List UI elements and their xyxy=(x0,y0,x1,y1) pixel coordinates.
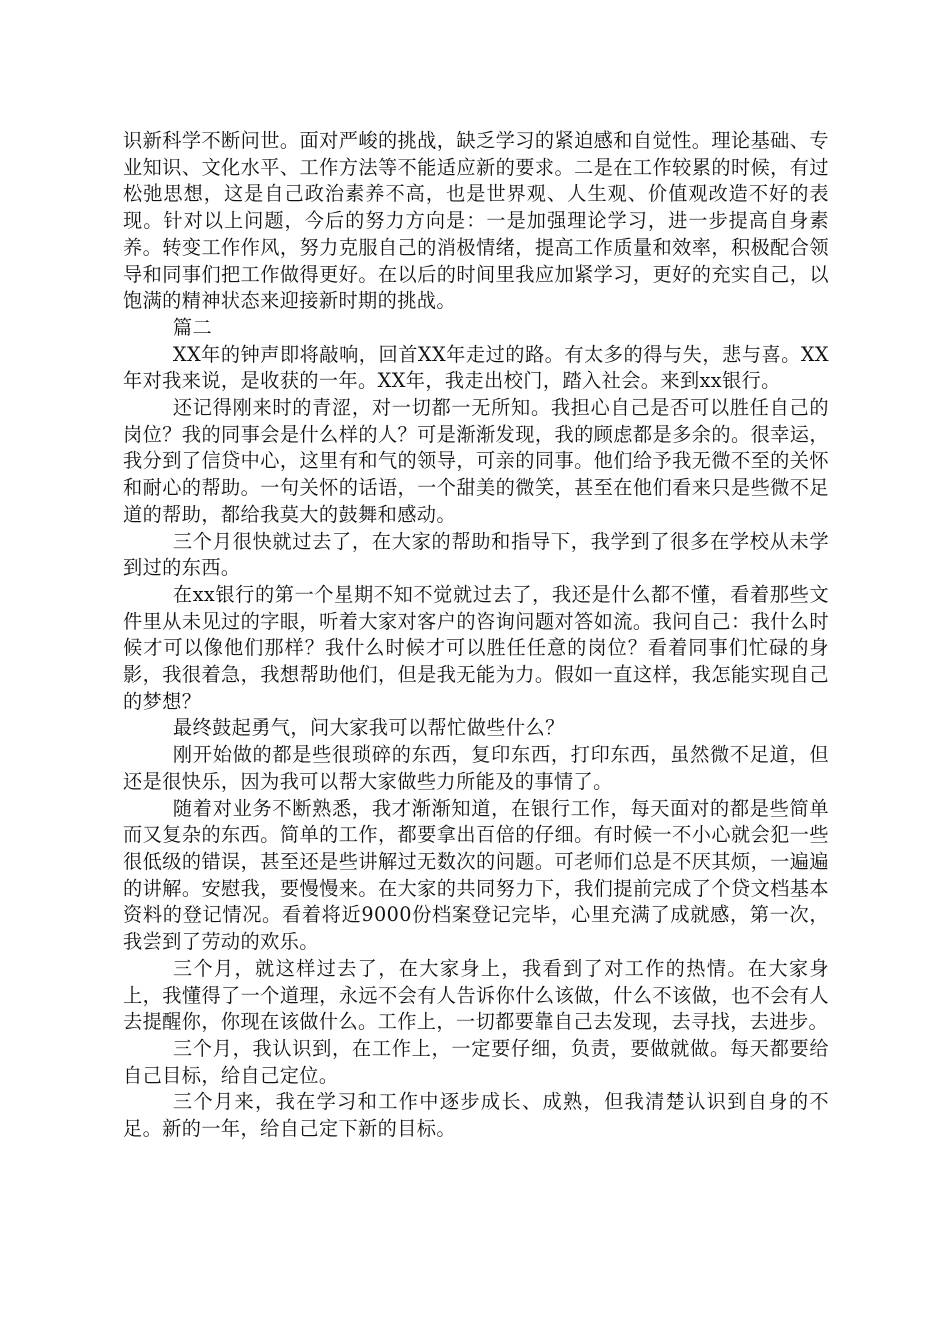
paragraph-4: 三个月很快就过去了，在大家的帮助和指导下，我学到了很多在学校从未学到过的东西。 xyxy=(123,529,829,580)
paragraph-11: 三个月来，我在学习和工作中逐步成长、成熟，但我清楚认识到自身的不足。新的一年，给自己定下新的目标。 xyxy=(123,1090,829,1141)
paragraph-5: 在xx银行的第一个星期不知不觉就过去了，我还是什么都不懂，看着那些文件里从未见过的字眼，听着大家对客户的咨询问题对答如流。我问自己：我什么时候才可以像他们那样？我什么时候才可以胜任任意的岗位？看着同事们忙碌的身影，我很着急，我想帮助他们，但是我无能为力。假如一直这样，我怎能实现自己的梦想？ xyxy=(123,582,829,713)
paragraph-6: 最终鼓起勇气，问大家我可以帮忙做些什么？ xyxy=(172,716,565,740)
paragraph-10: 三个月，我认识到，在工作上，一定要仔细，负责，要做就做。每天都要给自己目标，给自己定位。 xyxy=(123,1036,829,1087)
paragraph-9: 三个月，就这样过去了，在大家身上，我看到了对工作的热情。在大家身上，我懂得了一个道理，永远不会有人告诉你什么该做，什么不该做，也不会有人去提醒你，你现在该做什么。工作上，一切都要靠自己去发现，去寻找，去进步。 xyxy=(123,956,829,1034)
paragraph-3: 还记得刚来时的青涩，对一切都一无所知。我担心自己是否可以胜任自己的岗位？我的同事会是什么样的人？可是渐渐发现，我的顾虑都是多余的。很幸运，我分到了信贷中心，这里有和气的领导，可亲的同事。他们给予我无微不至的关怀和耐心的帮助。一句关怀的话语，一个甜美的微笑，甚至在他们看来只是些微不足道的帮助，都给我莫大的鼓舞和感动。 xyxy=(123,396,829,526)
document-body xyxy=(123,128,829,1143)
paragraph-7: 刚开始做的都是些很琐碎的东西，复印东西，打印东西，虽然微不足道，但还是很快乐，因为我可以帮大家做些力所能及的事情了。 xyxy=(123,743,829,793)
paragraph-8: 随着对业务不断熟悉，我才渐渐知道，在银行工作，每天面对的都是些简单而又复杂的东西。简单的工作，都要拿出百倍的仔细。有时候一不小心就会犯一些很低级的错误，甚至还是些讲解过无数次的问题。可老师们总是不厌其烦，一遍遍的讲解。安慰我，要慢慢来。在大家的共同努力下，我们提前完成了个贷文档基本资料的登记情况。看着将近9000份档案登记完毕，心里充满了成就感，第一次，我尝到了劳动的欢乐。 xyxy=(123,796,829,954)
paragraph-1: 识新科学不断问世。面对严峻的挑战，缺乏学习的紧迫感和自觉性。理论基础、专业知识、文化水平、工作方法等不能适应新的要求。二是在工作较累的时候，有过松弛思想，这是自己政治素养不高，也是世界观、人生观、价值观改造不好的表现。针对以上问题，今后的努力方向是：一是加强理论学习，进一步提高自身素养。转变工作作风，努力克服自己的消极情绪，提高工作质量和效率，积极配合领导和同事们把工作做得更好。在以后的时间里我应加紧学习，更好的充实自己，以饱满的精神状态来迎接新时期的挑战。 xyxy=(123,129,829,313)
section-heading: 篇二 xyxy=(172,315,213,339)
paragraph-2: XX年的钟声即将敲响，回首XX年走过的路。有太多的得与失，悲与喜。XX年对我来说，是收获的一年。XX年，我走出校门，踏入社会。来到xx银行。 xyxy=(123,342,829,393)
